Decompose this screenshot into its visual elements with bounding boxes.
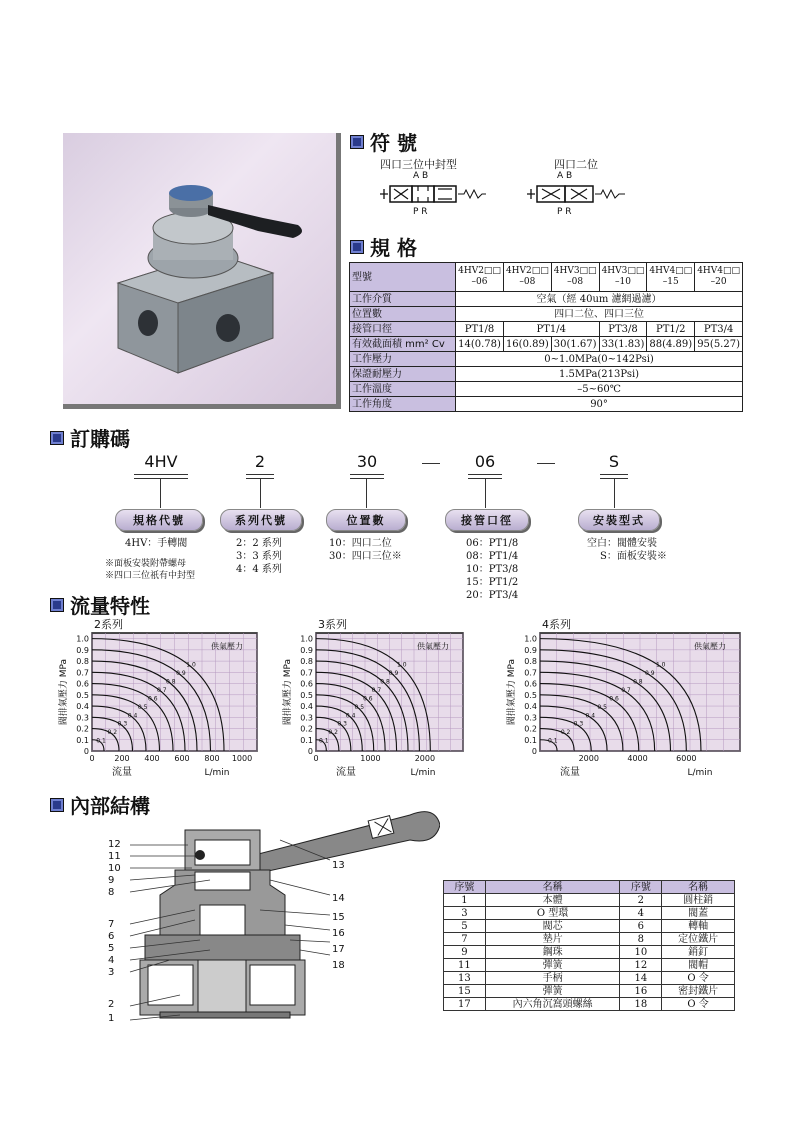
opt-port-4: 15：PT1/2 <box>466 577 519 588</box>
part-number: 12 <box>620 959 662 972</box>
model-cell: 4HV2□□ –06 <box>456 263 504 292</box>
part-number: 2 <box>620 894 662 907</box>
spec-heading: 規 格 <box>350 232 417 261</box>
port-cell: PT3/8 <box>599 322 647 337</box>
model-cell: 4HV4□□ –20 <box>695 263 743 292</box>
part-number: 8 <box>620 933 662 946</box>
x-tick-label: 2000 <box>578 754 599 763</box>
chart-title: 3系列 <box>318 618 347 631</box>
code-underline <box>134 474 188 479</box>
callout-6: 6 <box>108 931 115 942</box>
symbols-heading: 符 號 <box>350 127 417 156</box>
curve-label: 0.8 <box>165 678 176 686</box>
callout-9: 9 <box>108 875 115 886</box>
part-number: 1 <box>444 894 486 907</box>
y-tick-label: 0.4 <box>524 702 537 712</box>
spec-value: 0~1.0MPa(0~142Psi) <box>456 352 743 367</box>
supply-label: 供氣壓力 <box>694 642 726 651</box>
code-port: 06 <box>474 452 496 471</box>
code-separator <box>422 463 440 464</box>
spec-label: 工作壓力 <box>350 352 456 367</box>
x-axis-unit: L/min <box>410 768 436 778</box>
y-tick-label: 0.8 <box>524 657 537 667</box>
callout-8: 8 <box>108 887 115 898</box>
spec-value: –5~60℃ <box>456 382 743 397</box>
part-number: 17 <box>444 998 486 1011</box>
curve-label: 0.4 <box>585 712 596 720</box>
y-tick-label: 0.3 <box>76 713 89 723</box>
opt-port-3: 10：PT3/8 <box>466 564 519 575</box>
part-name: 定位鐵片 <box>662 933 735 946</box>
curve-label: 0.5 <box>354 703 365 711</box>
curve-label: 0.3 <box>337 720 347 728</box>
curve-label: 0.8 <box>380 678 390 686</box>
y-tick-label: 0.9 <box>300 645 313 655</box>
code-connector <box>614 478 615 508</box>
y-tick-label: 0.5 <box>76 690 89 700</box>
part-name: 墊片 <box>485 933 620 946</box>
spec-label: 工作角度 <box>350 397 456 412</box>
parts-row <box>444 985 735 998</box>
parts-row <box>444 998 735 1011</box>
part-number: 6 <box>620 920 662 933</box>
port-cell: PT1/8 <box>456 322 504 337</box>
y-tick-label: 0.8 <box>76 657 89 667</box>
parts-row <box>444 933 735 946</box>
part-number: 9 <box>444 946 486 959</box>
x-axis-unit: L/min <box>687 768 713 778</box>
square-bullet-icon <box>50 431 64 445</box>
supply-label: 供氣壓力 <box>211 642 243 651</box>
part-number: 7 <box>444 933 486 946</box>
curve-label: 0.1 <box>548 737 558 745</box>
part-number: 3 <box>444 907 486 920</box>
order-heading: 訂購碼 <box>50 423 130 452</box>
valve-symbol-2pos-icon <box>525 181 635 207</box>
y-tick-label: 0.4 <box>76 702 89 712</box>
curve-label: 0.5 <box>597 703 607 711</box>
code-series: 2 <box>254 452 266 471</box>
y-tick-label: 1.0 <box>524 634 537 644</box>
chart-title: 2系列 <box>94 618 123 631</box>
port-cell: PT1/2 <box>647 322 695 337</box>
x-tick-label: 2000 <box>414 754 436 763</box>
code-spec: 4HV <box>144 452 178 471</box>
spec-value: 空氣（經 40um 濾網過濾） <box>456 292 743 307</box>
parts-row <box>444 894 735 907</box>
spec-label: 工作介質 <box>350 292 456 307</box>
x-tick-label: 6000 <box>676 754 697 763</box>
valve-image <box>63 133 336 404</box>
callout-12: 12 <box>108 839 121 850</box>
spec-label: 型號 <box>350 263 456 292</box>
code-underline <box>350 474 384 479</box>
y-tick-label: 0 <box>531 747 537 756</box>
callout-16: 16 <box>332 928 345 939</box>
y-tick-label: 0 <box>83 747 89 756</box>
parts-row <box>444 920 735 933</box>
y-tick-label: 0.6 <box>300 679 313 689</box>
area-cell: 95(5.27) <box>695 337 743 352</box>
symbol-label-3pos: 四口三位中封型 <box>380 158 457 171</box>
curve-label: 0.2 <box>328 729 338 737</box>
part-name: 轉軸 <box>662 920 735 933</box>
code-connector <box>160 478 161 508</box>
curve-label: 0.6 <box>363 695 373 703</box>
callout-1: 1 <box>108 1013 115 1024</box>
symbol-ab-label-2: A B <box>557 171 573 181</box>
opt-series-3: 4：4 系列 <box>236 564 282 575</box>
y-tick-label: 0.7 <box>524 668 537 678</box>
part-name: O 令 <box>662 998 735 1011</box>
y-tick-label: 0.8 <box>300 657 313 667</box>
part-number: 10 <box>620 946 662 959</box>
flow-chart-3 <box>505 617 740 778</box>
opt-port-2: 08：PT1/4 <box>466 551 519 562</box>
x-tick-label: 0 <box>89 754 95 763</box>
curve-label: 0.4 <box>127 712 138 720</box>
parts-row <box>444 907 735 920</box>
callout-18: 18 <box>332 960 345 971</box>
square-bullet-icon <box>350 240 364 254</box>
note-2: ※四口三位祇有中封型 <box>105 571 196 581</box>
part-number: 4 <box>620 907 662 920</box>
opt-mount-1: 空白：閥體安裝 <box>587 538 657 549</box>
pill-spec-code: 規格代號 <box>115 509 203 531</box>
valve-symbol-3pos-icon <box>378 181 488 207</box>
x-tick-label: 1000 <box>360 754 381 763</box>
flow-charts <box>0 615 800 785</box>
chart-title: 4系列 <box>542 618 571 631</box>
callout-17: 17 <box>332 944 345 955</box>
code-mount: S <box>608 452 620 471</box>
code-connector <box>366 478 367 508</box>
part-name: O 令 <box>662 972 735 985</box>
part-number: 16 <box>620 985 662 998</box>
pill-series-code: 系列代號 <box>220 509 302 531</box>
symbol-pr-label: P R <box>413 207 428 217</box>
note-1: ※面板安裝附帶螺母 <box>105 559 187 569</box>
part-name: 彈簧 <box>485 985 620 998</box>
curve-label: 0.3 <box>117 720 128 728</box>
parts-header: 序號 <box>620 881 662 894</box>
part-number: 15 <box>444 985 486 998</box>
callout-15: 15 <box>332 912 345 923</box>
curve-label: 0.2 <box>560 729 571 737</box>
flow-chart-2 <box>281 617 463 778</box>
part-name: 閥蓋 <box>662 907 735 920</box>
curve-label: 1.0 <box>186 661 196 669</box>
area-cell: 88(4.89) <box>647 337 695 352</box>
y-tick-label: 0.2 <box>76 724 89 734</box>
area-cell: 16(0.89) <box>503 337 551 352</box>
curve-label: 0.5 <box>137 703 148 711</box>
flow-heading: 流量特性 <box>50 590 150 619</box>
callout-3: 3 <box>108 967 115 978</box>
callout-14: 14 <box>332 893 345 904</box>
opt-port-1: 06：PT1/8 <box>466 538 519 549</box>
curve-label: 0.9 <box>644 670 655 678</box>
y-tick-label: 0.7 <box>300 668 313 678</box>
model-cell: 4HV3□□ –08 <box>551 263 599 292</box>
x-tick-label: 600 <box>174 754 190 763</box>
model-cell: 4HV2□□ –08 <box>503 263 551 292</box>
y-tick-label: 0.7 <box>76 668 89 678</box>
supply-label: 供氣壓力 <box>417 642 449 651</box>
part-number: 11 <box>444 959 486 972</box>
spec-label: 接管口徑 <box>350 322 456 337</box>
x-axis-label: 流量 <box>560 767 580 778</box>
part-name: 手柄 <box>485 972 620 985</box>
opt-port-5: 20：PT3/4 <box>466 590 519 601</box>
y-tick-label: 1.0 <box>76 634 89 644</box>
part-name: 閥帽 <box>662 959 735 972</box>
curve-label: 0.7 <box>621 687 631 694</box>
opt-spec: 4HV：手轉閥 <box>125 538 188 549</box>
x-tick-label: 1000 <box>231 754 253 763</box>
symbol-ab-label: A B <box>413 171 429 181</box>
part-name: 彈簧 <box>485 959 620 972</box>
x-tick-label: 4000 <box>627 754 648 763</box>
y-tick-label: 0.3 <box>300 713 313 723</box>
curve-label: 0.6 <box>609 695 619 703</box>
curve-label: 0.8 <box>633 678 643 686</box>
part-number: 5 <box>444 920 486 933</box>
part-number: 18 <box>620 998 662 1011</box>
product-photo <box>63 133 341 409</box>
callout-10: 10 <box>108 863 121 874</box>
model-cell: 4HV4□□ –15 <box>647 263 695 292</box>
opt-mount-2: S：面板安裝※ <box>600 551 667 562</box>
y-axis-label: 閥排氣壓力 MPa <box>59 658 69 726</box>
part-name: 圓柱銷 <box>662 894 735 907</box>
x-axis-label: 流量 <box>336 767 356 778</box>
callout-2: 2 <box>108 999 115 1010</box>
part-name: O 型環 <box>485 907 620 920</box>
part-name: 密封鐵片 <box>662 985 735 998</box>
x-tick-label: 0 <box>313 754 319 763</box>
y-tick-label: 0.9 <box>76 645 89 655</box>
curve-label: 0.1 <box>96 737 106 745</box>
internal-heading: 內部結構 <box>50 790 150 819</box>
spec-label: 工作溫度 <box>350 382 456 397</box>
y-tick-label: 0 <box>307 747 313 756</box>
model-cell: 4HV3□□ –10 <box>599 263 647 292</box>
x-tick-label: 200 <box>114 754 130 763</box>
y-tick-label: 0.5 <box>300 690 313 700</box>
curve-label: 1.0 <box>655 661 666 669</box>
spec-label: 位置數 <box>350 307 456 322</box>
curve-label: 0.9 <box>388 670 399 678</box>
part-name: 鋼珠 <box>485 946 620 959</box>
curve-label: 0.9 <box>176 670 186 678</box>
spec-label: 保證耐壓力 <box>350 367 456 382</box>
y-tick-label: 0.6 <box>76 679 89 689</box>
curve-label: 0.3 <box>573 720 584 728</box>
opt-series-2: 3：3 系列 <box>236 551 282 562</box>
symbol-pr-label-2: P R <box>557 207 572 217</box>
callout-4: 4 <box>108 955 115 966</box>
y-tick-label: 0.2 <box>524 724 537 734</box>
parts-header: 序號 <box>444 881 486 894</box>
x-axis-label: 流量 <box>112 767 132 778</box>
y-tick-label: 1.0 <box>300 634 313 644</box>
y-tick-label: 0.2 <box>300 724 313 734</box>
spec-label: 有效截面積 mm² Cv <box>350 337 456 352</box>
callout-11: 11 <box>108 851 121 862</box>
opt-pos-2: 30：四口三位※ <box>329 551 402 562</box>
pill-mount-type: 安裝型式 <box>578 509 660 531</box>
curve-label: 0.2 <box>107 729 118 737</box>
opt-series-1: 2：2 系列 <box>236 538 282 549</box>
code-position: 30 <box>356 452 378 471</box>
flow-chart-1 <box>57 617 257 778</box>
part-number: 14 <box>620 972 662 985</box>
curve-label: 0.1 <box>318 737 329 745</box>
y-tick-label: 0.1 <box>76 735 89 745</box>
y-tick-label: 0.4 <box>300 702 313 712</box>
port-cell: PT3/4 <box>695 322 743 337</box>
port-cell: PT1/4 <box>503 322 599 337</box>
y-tick-label: 0.5 <box>524 690 537 700</box>
spec-value: 1.5MPa(213Psi) <box>456 367 743 382</box>
pill-port-size: 接管口徑 <box>445 509 529 531</box>
area-cell: 30(1.67) <box>551 337 599 352</box>
code-connector <box>485 478 486 508</box>
curve-label: 0.6 <box>147 695 158 703</box>
curve-label: 0.7 <box>371 687 382 694</box>
parts-row <box>444 972 735 985</box>
square-bullet-icon <box>350 135 364 149</box>
x-tick-label: 800 <box>204 754 220 763</box>
curve-label: 1.0 <box>396 661 407 669</box>
callout-5: 5 <box>108 943 115 954</box>
cross-section-diagram <box>100 800 440 1030</box>
area-cell: 33(1.83) <box>599 337 647 352</box>
part-name: 銷釘 <box>662 946 735 959</box>
y-tick-label: 0.6 <box>524 679 537 689</box>
parts-row <box>444 959 735 972</box>
code-connector <box>260 478 261 508</box>
symbol-label-2pos: 四口二位 <box>554 158 598 171</box>
y-tick-label: 0.1 <box>300 735 313 745</box>
parts-body <box>444 894 735 1011</box>
part-name: 本體 <box>485 894 620 907</box>
code-separator <box>537 463 555 464</box>
parts-row <box>444 946 735 959</box>
y-axis-label: 閥排氣壓力 MPa <box>507 658 517 726</box>
square-bullet-icon <box>50 798 64 812</box>
part-name: 閥芯 <box>485 920 620 933</box>
part-number: 13 <box>444 972 486 985</box>
square-bullet-icon <box>50 598 64 612</box>
parts-table <box>443 880 735 1011</box>
spec-value: 90° <box>456 397 743 412</box>
opt-pos-1: 10：四口二位 <box>329 538 392 549</box>
y-tick-label: 0.9 <box>524 645 537 655</box>
callout-7: 7 <box>108 919 115 930</box>
y-axis-label: 閥排氣壓力 MPa <box>283 658 293 726</box>
spec-table <box>349 262 743 412</box>
spec-value: 四口二位、四口三位 <box>456 307 743 322</box>
parts-header: 名稱 <box>485 881 620 894</box>
callout-13: 13 <box>332 860 345 871</box>
y-tick-label: 0.3 <box>524 713 537 723</box>
y-tick-label: 0.1 <box>524 735 537 745</box>
area-cell: 14(0.78) <box>456 337 504 352</box>
curve-label: 0.7 <box>156 687 167 694</box>
curve-label: 0.4 <box>345 712 356 720</box>
pill-position-count: 位置數 <box>326 509 406 531</box>
x-axis-unit: L/min <box>204 768 230 778</box>
x-tick-label: 400 <box>144 754 160 763</box>
part-name: 內六角沉窩頭螺絲 <box>485 998 620 1011</box>
parts-header: 名稱 <box>662 881 735 894</box>
